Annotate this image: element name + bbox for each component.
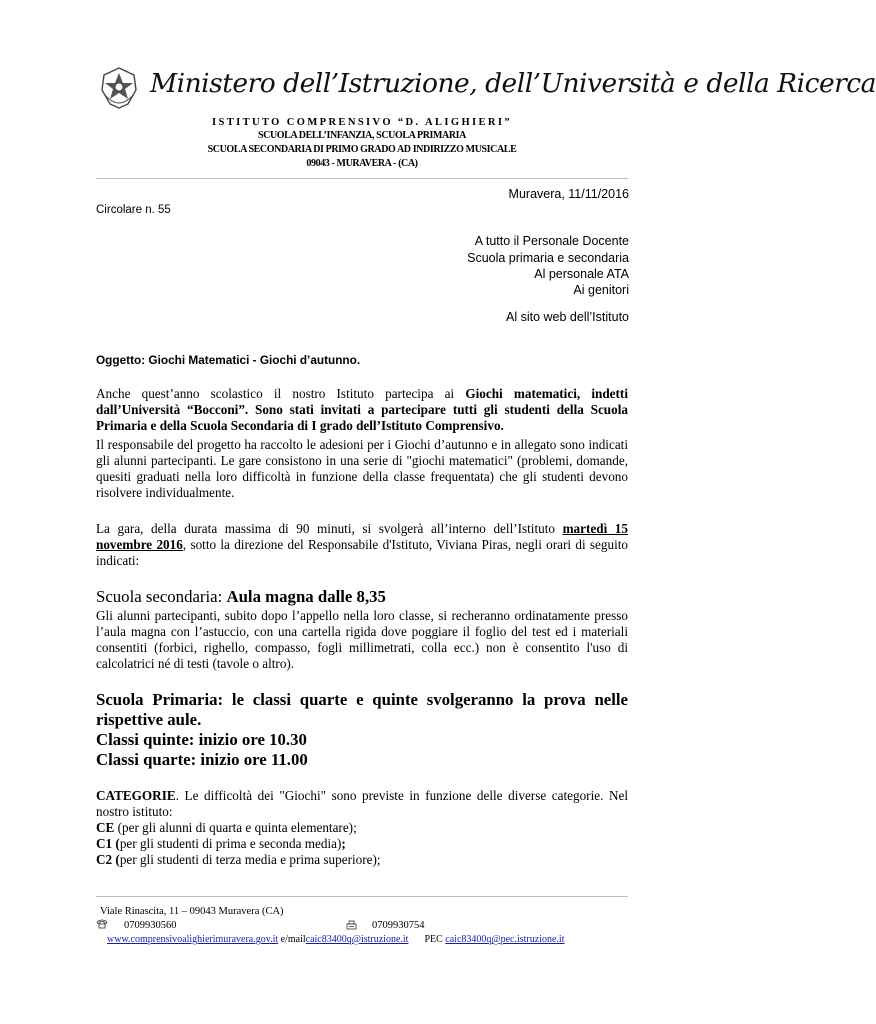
- schedule-text-end: , sotto la direzione del Responsabile d'Istituto, Viviana Piras, negli orari di seguito indicati:: [96, 537, 628, 569]
- republic-emblem-icon: [98, 66, 140, 110]
- recipient-line: A tutto il Personale Docente: [474, 234, 629, 248]
- intro-text: Anche quest’anno scolastico il nostro Istituto partecipa ai: [96, 386, 466, 401]
- footer-address: Viale Rinascita, 11 – 09043 Muravera (CA): [100, 906, 284, 917]
- website-link[interactable]: www.comprensivoalighierimuravera.gov.it: [107, 934, 279, 945]
- schedule-paragraph: [96, 521, 628, 569]
- footer-divider: [96, 896, 628, 897]
- categories-text: . Le difficoltà dei "Giochi" sono previste in funzione delle diverse categorie. Nel nostro istituto:: [96, 788, 628, 820]
- fax-icon: [346, 920, 357, 930]
- pec-link[interactable]: caic83400q@pec.istruzione.it: [445, 934, 565, 945]
- primary-heading-text: Scuola Primaria: le classi quarte e quinte svolgeranno la prova nelle rispettive aule.: [96, 690, 628, 729]
- categories-section: [96, 788, 628, 868]
- secondary-school-heading: [96, 587, 386, 607]
- secondary-place: Aula magna dalle 8,35: [226, 587, 386, 606]
- intro-paragraph: [96, 386, 628, 434]
- document-date: Muravera, 11/11/2016: [508, 187, 629, 201]
- competition-date: martedì 15 novembre 2016: [96, 521, 628, 553]
- primary-quinte-time: Classi quinte: inizio ore 10.30: [96, 730, 307, 749]
- secondary-colon: :: [217, 587, 227, 606]
- footer-links: [107, 934, 564, 945]
- footer-phone: 0709930560: [124, 920, 177, 931]
- school-line-1: SCUOLA DELL’INFANZIA, SCUOLA PRIMARIA: [257, 130, 466, 141]
- secondary-label: Scuola secondaria: [96, 587, 218, 606]
- website-recipient: Al sito web dell’Istituto: [506, 310, 629, 324]
- schedule-text: La gara, della durata massima di 90 minuti, si svolgerà all’interno dell’Istituto: [96, 521, 563, 536]
- subject-line: Oggetto: Giochi Matematici - Giochi d’autunno.: [96, 353, 361, 367]
- intro-bold-text: Giochi matematici, indetti dall’Università “Bocconi”. Sono stati invitati a partecipare tutti gli studenti della Scuola Primaria e della Scuola Secondaria di I grado dell’Istituto Comprensivo.: [96, 386, 628, 434]
- project-paragraph: Il responsabile del progetto ha raccolto le adesioni per i Giochi d’autunno e in allegato sono indicati gli alunni partecipanti. Le gare consistono in una serie di "giochi matematici" (problemi, domande, quesiti graduati nella loro difficoltà in funzione della classe frequentata) che gli studenti devono risolvere individualmente.: [96, 437, 628, 501]
- email-label: e/mail: [278, 934, 306, 945]
- categories-label: CATEGORIE: [96, 788, 176, 803]
- recipient-line: Scuola primaria e secondaria: [467, 251, 629, 265]
- category-item: C1 (per gli studenti di prima e seconda media);: [96, 836, 346, 852]
- recipient-line: Ai genitori: [573, 283, 629, 297]
- category-item: CE (per gli alunni di quarta e quinta elementare);: [96, 820, 357, 836]
- circular-number: Circolare n. 55: [96, 204, 171, 216]
- footer-fax: 0709930754: [372, 920, 425, 931]
- primary-quarte-time: Classi quarte: inizio ore 11.00: [96, 750, 308, 769]
- school-line-2: SCUOLA SECONDARIA DI PRIMO GRADO AD INDIRIZZO MUSICALE: [207, 144, 517, 155]
- primary-school-heading: [96, 690, 628, 770]
- school-line-3: 09043 - MURAVERA - (CA): [306, 158, 418, 169]
- phone-icon: [96, 919, 108, 929]
- header-divider: [96, 178, 628, 179]
- category-item: C2 (per gli studenti di terza media e prima superiore);: [96, 852, 381, 868]
- pec-label: PEC: [424, 934, 446, 945]
- ministry-title: Ministero dell’Istruzione, dell’Università e della Ricerca: [150, 68, 876, 99]
- recipient-line: Al personale ATA: [534, 267, 629, 281]
- email-link[interactable]: caic83400q@istruzione.it: [305, 934, 409, 945]
- school-name: ISTITUTO COMPRENSIVO “D. ALIGHIERI”: [211, 117, 513, 128]
- secondary-instructions: Gli alunni partecipanti, subito dopo l’appello nella loro classe, si recheranno ordinatamente presso l’aula magna con l’astuccio, con una cartella rigida dove poggiare il foglio del test ed i materiali consentiti (forbici, righello, compasso, fogli millimetrati, colla ecc.) non è consentito l'uso di calcolatrici né di testi (tavole o altro).: [96, 608, 628, 672]
